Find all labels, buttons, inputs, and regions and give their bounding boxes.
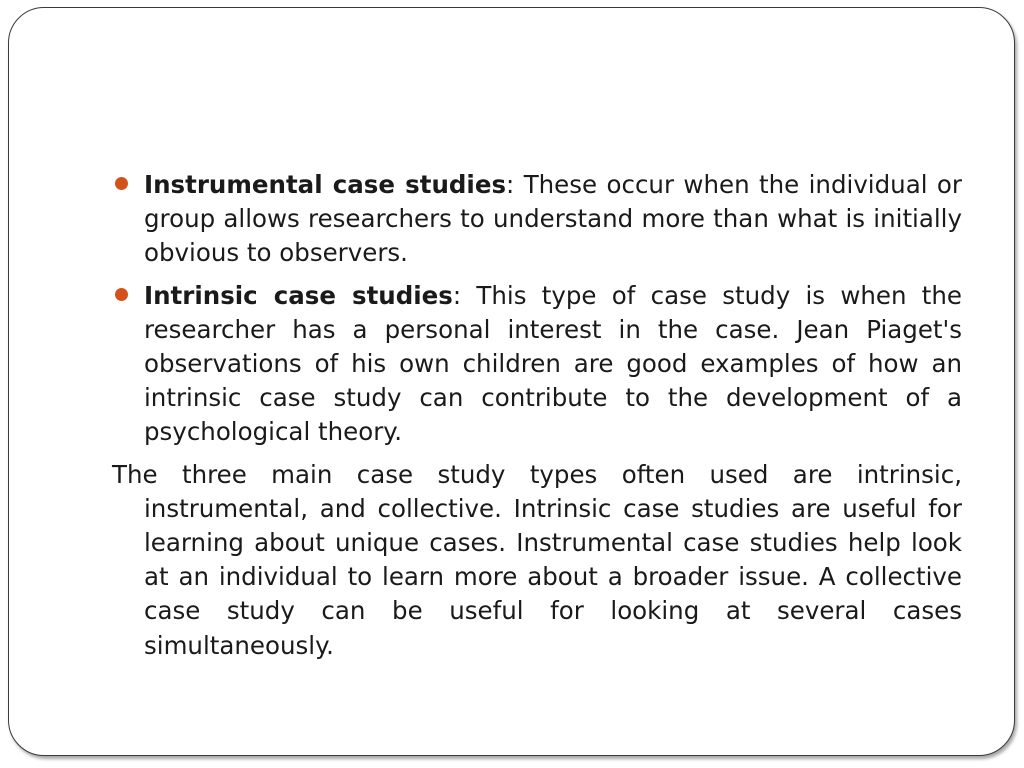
bullet-item-instrumental [112,168,962,271]
bullet-icon [115,177,128,190]
bullet-icon [115,288,128,301]
summary-paragraph: The three main case study types often used are intrinsic, instrumental, and collective. Intrinsic case studies are useful for learning about unique cases. Instrumental case studies help look at an individual to learn more about a broader issue. A collective case study can be useful for looking at several cases simultaneously. [112,459,962,660]
slide-body [112,168,962,663]
bullet-text: : These occur when the individual or group allows researchers to understand more than what is initially obvious to observers. [144,170,962,268]
bullet-term: Instrumental case studies [144,170,507,199]
bullet-term: Intrinsic case studies [144,280,453,310]
bullet-item-intrinsic [112,279,962,450]
bullet-text: : This type of case study is when the researcher has a personal interest in the case. Jean Piaget's observations of his own children are good examples of how an intrinsic case study can contribute to the development of a psychological theory. [144,280,962,447]
